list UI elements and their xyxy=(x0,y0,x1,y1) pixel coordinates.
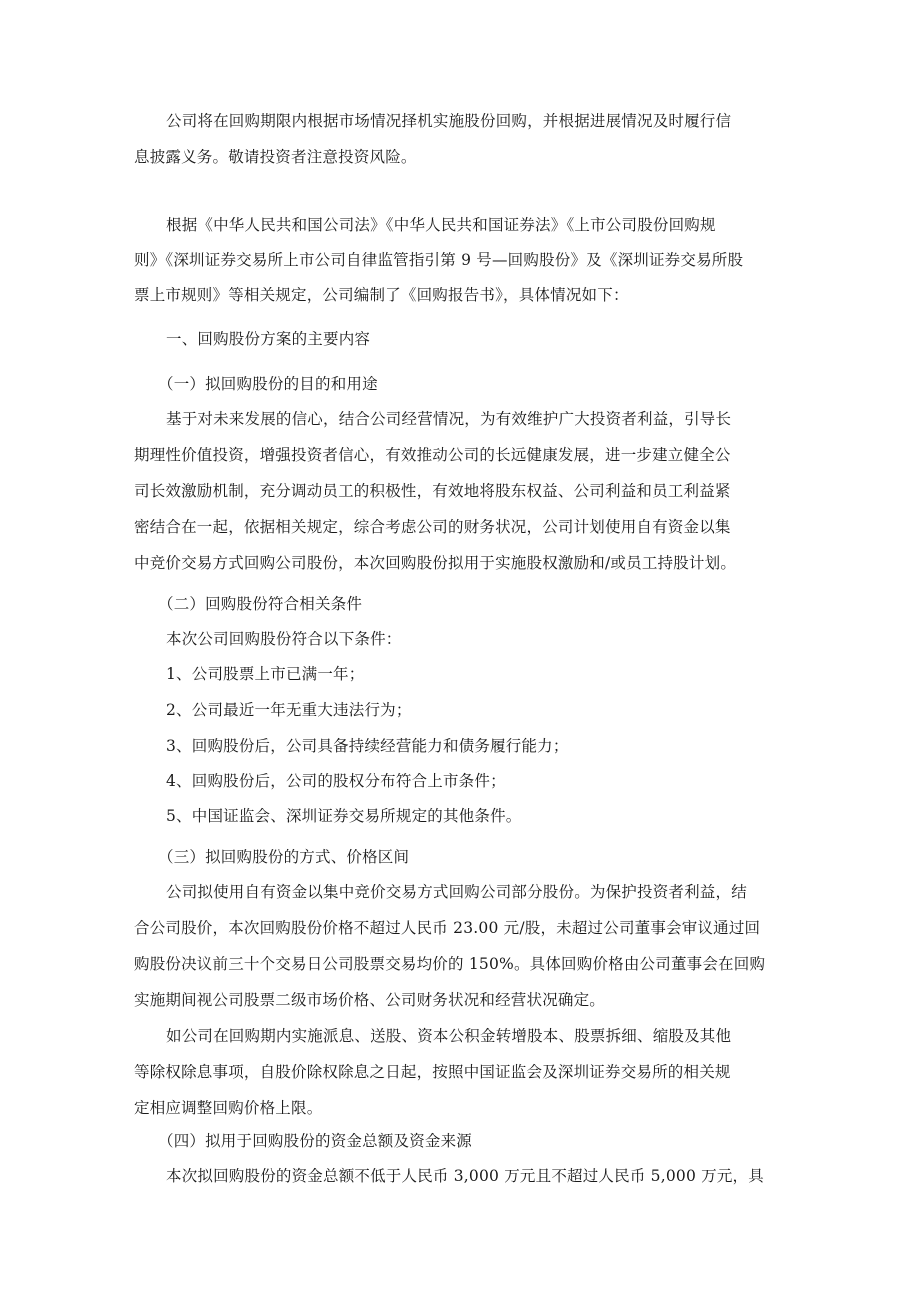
body-text-line: 根据《中华人民共和国公司法》《中华人民共和国证券法》《上市公司股份回购规 xyxy=(166,216,716,234)
body-text-line: 期理性价值投资，增强投资者信心，有效推动公司的长远健康发展，进一步建立健全公 xyxy=(134,446,731,464)
body-text-line: 公司拟使用自有资金以集中竞价交易方式回购公司部分股份。为保护投资者利益，结 xyxy=(166,883,747,901)
subsection-heading: （三）拟回购股份的方式、价格区间 xyxy=(158,848,410,866)
body-text-line: 公司将在回购期限内根据市场情况择机实施股份回购，并根据进展情况及时履行信 xyxy=(166,112,732,130)
body-text-line: 如公司在回购期内实施派息、送股、资本公积金转增股本、股票拆细、缩股及其他 xyxy=(166,1027,732,1045)
subsection-heading: （四）拟用于回购股份的资金总额及资金来源 xyxy=(158,1132,473,1150)
body-text-line: 本次拟回购股份的资金总额不低于人民币 3,000 万元且不超过人民币 5,000 万元，具 xyxy=(166,1167,764,1185)
list-item: 2、公司最近一年无重大违法行为； xyxy=(166,701,412,719)
list-item: 5、中国证监会、深圳证券交易所规定的其他条件。 xyxy=(166,807,522,825)
body-text-line: 司长效激励机制，充分调动员工的积极性，有效地将股东权益、公司利益和员工利益紧 xyxy=(134,482,731,500)
body-text-line: 等除权除息事项，自股价除权除息之日起，按照中国证监会及深圳证券交易所的相关规 xyxy=(134,1063,731,1081)
body-text-line: 定相应调整回购价格上限。 xyxy=(134,1099,323,1117)
body-text-line: 合公司股价，本次回购股份价格不超过人民币 23.00 元/股，未超过公司董事会审议通过回 xyxy=(134,919,761,937)
body-text-line: 购股份决议前三十个交易日公司股票交易均价的 150%。具体回购价格由公司董事会在回购 xyxy=(134,955,766,973)
body-text-line: 则》《深圳证券交易所上市公司自律监管指引第 9 号—回购股份》及《深圳证券交易所股 xyxy=(134,251,744,269)
body-text-line: 息披露义务。敬请投资者注意投资风险。 xyxy=(134,148,417,166)
body-text-line: 密结合在一起，依据相关规定，综合考虑公司的财务状况，公司计划使用自有资金以集 xyxy=(134,518,731,536)
subsection-heading: （一）拟回购股份的目的和用途 xyxy=(158,375,378,393)
body-text-line: 基于对未来发展的信心，结合公司经营情况，为有效维护广大投资者利益，引导长 xyxy=(166,410,732,428)
section-heading: 一、回购股份方案的主要内容 xyxy=(166,330,371,348)
subsection-heading: （二）回购股份符合相关条件 xyxy=(158,595,363,613)
body-text-line: 实施期间视公司股票二级市场价格、公司财务状况和经营状况确定。 xyxy=(134,991,606,1009)
body-text-line: 本次公司回购股份符合以下条件： xyxy=(166,630,402,648)
body-text-line: 中竞价交易方式回购公司股份，本次回购股份拟用于实施股权激励和/或员工持股计划。 xyxy=(134,554,737,572)
list-item: 1、公司股票上市已满一年； xyxy=(166,665,365,683)
list-item: 3、回购股份后，公司具备持续经营能力和债务履行能力； xyxy=(166,737,569,755)
body-text-line: 票上市规则》等相关规定，公司编制了《回购报告书》，具体情况如下： xyxy=(134,286,629,304)
list-item: 4、回购股份后，公司的股权分布符合上市条件； xyxy=(166,772,506,790)
